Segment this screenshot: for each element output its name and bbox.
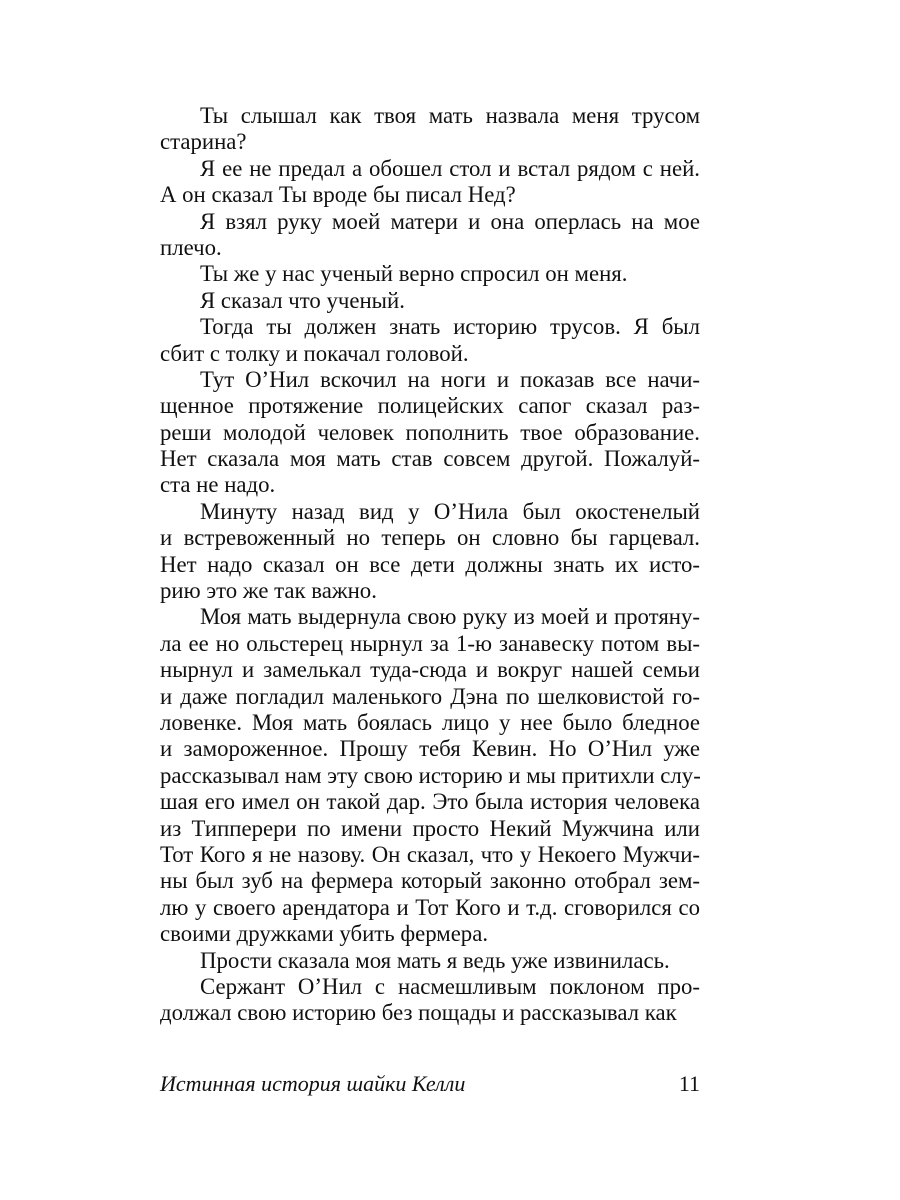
text-line: Ты же у нас ученый верно спросил он меня. xyxy=(200,261,628,287)
text-line: ста не надо. xyxy=(160,472,276,498)
text-line: лю у своего арендатора и Тот Кого и т.д. сговорился со xyxy=(160,894,700,920)
text-line: Моя мать выдернула свою руку из моей и протяну- xyxy=(200,604,700,630)
paragraph xyxy=(160,261,700,287)
text-line: плечо. xyxy=(160,234,222,260)
text-line: ловенке. Моя мать боялась лицо у нее было бледное xyxy=(160,709,700,735)
text-line: нырнул и замелькал туда-сюда и вокруг нашей семьи xyxy=(160,657,700,683)
paragraph xyxy=(160,367,700,499)
text-line: щенное протяжение полицейских сапог сказал раз- xyxy=(160,393,700,419)
text-line: и даже погладил маленького Дэна по шелковистой го- xyxy=(160,683,700,709)
text-line: сбит с толку и покачал головой. xyxy=(160,340,469,366)
text-line: Я сказал что ученый. xyxy=(200,287,405,313)
text-line: Тогда ты должен знать историю трусов. Я был xyxy=(200,314,700,340)
text-line: шая его имел он такой дар. Это была история человека xyxy=(160,789,700,815)
text-line: ны был зуб на фермера который законно отобрал зем- xyxy=(160,868,700,894)
text-line: из Типперери по имени просто Некий Мужчина или xyxy=(160,815,700,841)
text-line: Нет надо сказал он все дети должны знать их исто- xyxy=(160,551,700,577)
text-line: реши молодой человек пополнить твое образование. xyxy=(160,419,700,445)
text-line: Сержант О’Нил с насмешливым поклоном про- xyxy=(200,973,700,999)
paragraph xyxy=(160,948,700,974)
text-line: рассказывал нам эту свою историю и мы притихли слу- xyxy=(160,762,701,788)
paragraph xyxy=(160,103,700,156)
text-line: своими дружками убить фермера. xyxy=(160,921,489,947)
text-line: и замороженное. Прошу тебя Кевин. Но О’Нил уже xyxy=(160,736,700,762)
text-line: Я ее не предал а обошел стол и встал рядом с ней. xyxy=(200,155,700,181)
paragraph xyxy=(160,499,700,605)
body-text xyxy=(160,103,700,1027)
running-title: Истинная история шайки Келли xyxy=(160,1071,466,1096)
text-line: рию это же так важно. xyxy=(160,578,377,604)
text-line: Ты слышал как твоя мать назвала меня трусом xyxy=(200,103,700,128)
text-line: Минуту назад вид у О’Нила был окостенелый xyxy=(200,498,700,524)
paragraph xyxy=(160,209,700,262)
text-line: и встревоженный но теперь он словно бы гарцевал. xyxy=(160,525,700,551)
paragraph xyxy=(160,288,700,314)
text-line: Тот Кого я не назову. Он сказал, что у Некоего Мужчи- xyxy=(160,841,700,867)
text-line: Я взял руку моей матери и она оперлась на мое xyxy=(200,208,700,234)
text-line: старина? xyxy=(160,129,247,155)
text-line: Нет сказала моя мать став совсем другой. Пожалуй- xyxy=(160,446,700,472)
paragraph xyxy=(160,314,700,367)
paragraph xyxy=(160,974,700,1027)
text-line: должал свою историю без пощады и рассказывал как xyxy=(160,1000,677,1026)
text-line: А он сказал Ты вроде бы писал Нед? xyxy=(160,182,516,208)
page-footer xyxy=(160,1071,700,1101)
paragraph xyxy=(160,156,700,209)
text-line: ла ее но ольстерец нырнул за 1-ю занавеску потом вы- xyxy=(160,630,700,656)
text-line: Тут О’Нил вскочил на ноги и показав все начи- xyxy=(200,366,700,392)
paragraph xyxy=(160,604,700,947)
page-number: 11 xyxy=(678,1071,700,1096)
text-line: Прости сказала моя мать я ведь уже извинилась. xyxy=(200,947,670,973)
